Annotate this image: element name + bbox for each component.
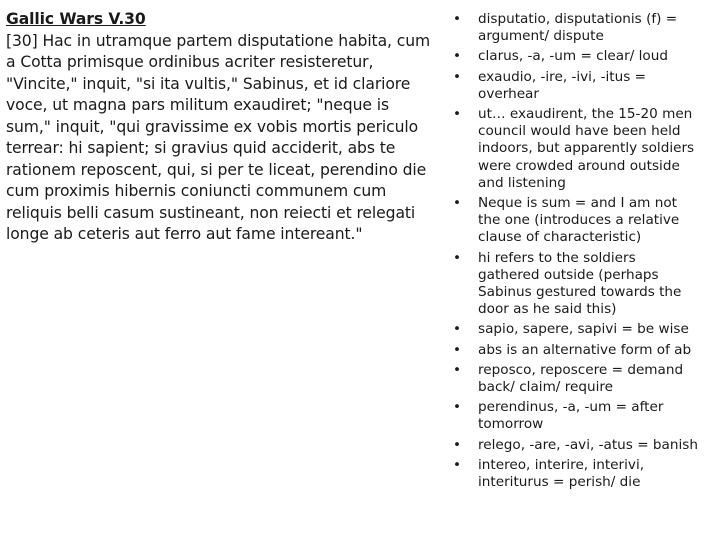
vocabulary-glosses — [450, 11, 718, 494]
gloss-text-line: indoors, but apparently soldiers — [478, 140, 695, 157]
passage-line: [30] Hac in utramque partem disputatione habita, cum — [6, 31, 431, 50]
gloss-text-line: Neque is sum = and I am not — [478, 195, 677, 212]
bullet-icon: • — [452, 48, 462, 65]
gloss-text-line: clarus, -a, -um = clear/ loud — [478, 48, 668, 65]
bullet-icon: • — [452, 11, 462, 27]
gloss-text-line: clause of characteristic) — [478, 229, 642, 246]
passage-line: terrear: hi sapient; si gravius quid acciderit, abs te — [6, 139, 396, 157]
gloss-item — [450, 11, 718, 45]
bullet-icon: • — [452, 436, 462, 453]
gloss-text-line: perendinus, -a, -um = after — [478, 399, 664, 416]
bullet-icon: • — [452, 361, 462, 378]
bullet-icon: • — [452, 106, 462, 123]
passage-line: "Vincite," inquit, "si ita vultis," Sabinus, et id clariore — [6, 74, 411, 93]
bullet-icon: • — [452, 68, 462, 85]
gloss-text-line: Sabinus gestured towards the — [478, 284, 682, 301]
gloss-text-line: abs is an alternative form of ab — [478, 341, 692, 358]
passage-line: reliquis belli casum sustineant, non reiecti et relegati — [6, 203, 416, 222]
gloss-item — [450, 399, 718, 433]
gloss-text-line: hi refers to the soldiers — [478, 249, 636, 266]
gloss-text-line: gathered outside (perhaps — [478, 266, 659, 283]
gloss-text-line: argument/ dispute — [478, 28, 604, 45]
gloss-text-line: intereo, interire, interivi, — [478, 456, 645, 473]
gloss-text-line: door as he said this) — [478, 301, 617, 318]
gloss-text-line: tomorrow — [478, 416, 544, 433]
bullet-icon: • — [452, 341, 462, 358]
gloss-item — [450, 48, 718, 65]
gloss-item — [450, 195, 718, 247]
gloss-text-line: reposco, reposcere = demand — [478, 361, 684, 378]
passage-line: longe ab ceteris aut ferro aut fame intereant." — [6, 225, 363, 243]
bullet-icon: • — [452, 321, 462, 338]
bullet-icon: • — [452, 456, 462, 473]
gloss-item — [450, 69, 718, 103]
gloss-text-line: interiturus = perish/ die — [478, 474, 641, 491]
passage-title: Gallic Wars V.30 — [6, 10, 146, 28]
gloss-text-line: back/ claim/ require — [478, 379, 614, 396]
gloss-text-line: disputatio, disputationis (f) = — [478, 11, 678, 27]
gloss-text-line: overhear — [478, 85, 539, 102]
gloss-item — [450, 342, 718, 359]
gloss-text-line: ut… exaudirent, the 15-20 men — [478, 106, 693, 123]
gloss-text-line: sapio, sapere, sapivi = be wise — [478, 321, 689, 338]
gloss-item — [450, 362, 718, 396]
gloss-item — [450, 106, 718, 192]
gloss-text-line: exaudio, -ire, -ivi, -itus = — [478, 68, 647, 85]
gloss-item — [450, 250, 718, 319]
bullet-icon: • — [452, 195, 462, 212]
gloss-item — [450, 321, 718, 338]
passage-line: cum proximis hibernis coniuncti communem cum — [6, 182, 387, 200]
gloss-item — [450, 457, 718, 491]
bullet-icon: • — [452, 249, 462, 266]
latin-passage — [6, 9, 462, 246]
gloss-text-line: were crowded around outside — [478, 157, 680, 174]
passage-line: sum," inquit, "qui gravissime ex vobis mortis periculo — [6, 117, 419, 136]
passage-line: rationem reposcent, qui, si per te liceat, perendino die — [6, 160, 427, 179]
gloss-text-line: council would have been held — [478, 123, 681, 140]
gloss-text-line: relego, -are, -avi, -atus = banish — [478, 436, 698, 453]
passage-line: a Cotta primisque ordinibus acriter resisteretur, — [6, 53, 374, 71]
gloss-text-line: and listening — [478, 174, 566, 191]
passage-line: voce, ut magna pars militum exaudiret; "neque is — [6, 96, 389, 114]
bullet-icon: • — [452, 399, 462, 416]
gloss-text-line: the one (introduces a relative — [478, 212, 680, 229]
gloss-item — [450, 437, 718, 454]
